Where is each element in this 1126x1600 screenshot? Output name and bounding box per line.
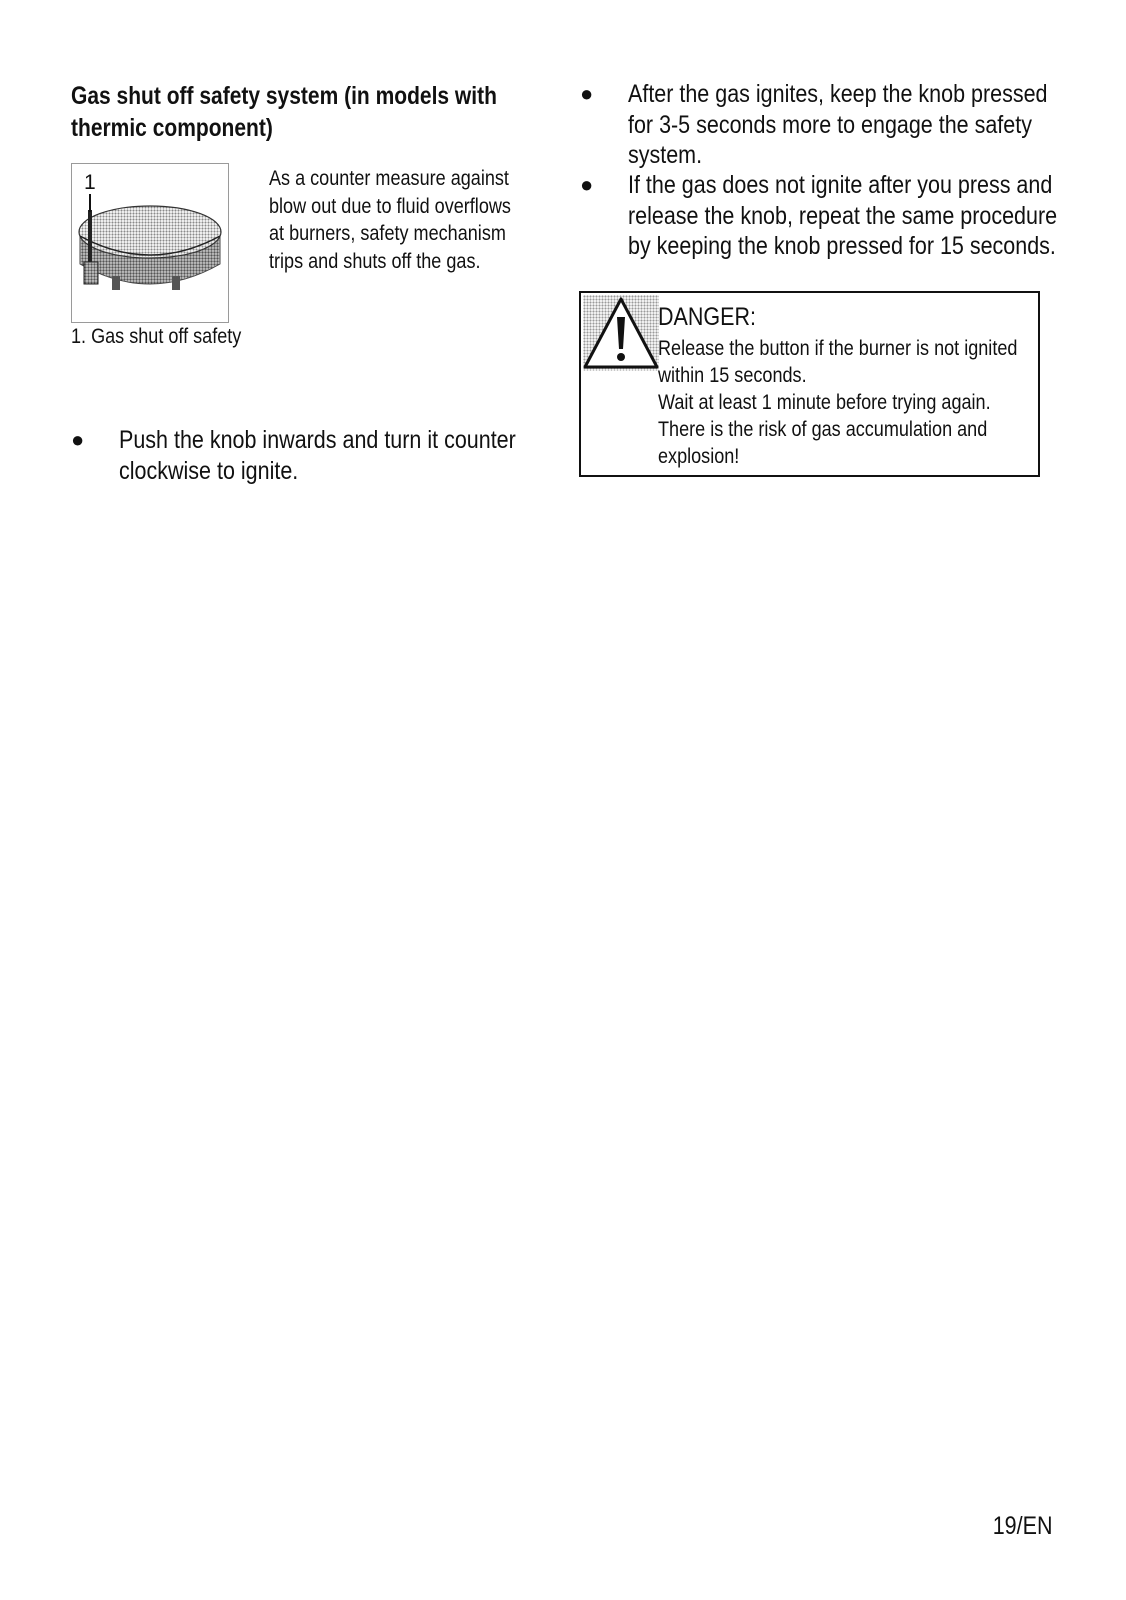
danger-text [658, 335, 1036, 470]
bullet-icon: ● [580, 81, 594, 106]
list-item-text: After the gas ignites, keep the knob pressed for 3-5 seconds more to engage the safety system. [628, 80, 1048, 169]
figure-number: 1 [84, 171, 96, 194]
section-heading: Gas shut off safety system (in models with thermic component) [71, 82, 497, 142]
danger-title: DANGER: [658, 303, 756, 331]
danger-notice [579, 291, 1040, 477]
danger-line: There is the risk of gas accumulation and explosion! [658, 418, 988, 468]
list-item-text: If the gas does not ignite after you press and release the knob, repeat the same procedure by keeping the knob pressed for 15 seconds. [628, 171, 1058, 260]
list-item [580, 170, 1080, 290]
danger-line: Release the button if the burner is not ignited within 15 seconds. [658, 337, 1018, 387]
warning-triangle-icon [583, 295, 659, 371]
list-item-text: Push the knob inwards and turn it counter clockwise to ignite. [119, 426, 516, 485]
figure-description: As a counter measure against blow out due to fluid overflows at burners, safety mechanism trips and shuts off the gas. [269, 167, 511, 273]
burner-figure [71, 163, 229, 323]
bullet-icon: ● [71, 427, 85, 452]
list-item [580, 79, 1080, 171]
figure-caption: 1. Gas shut off safety [71, 325, 242, 348]
bullet-icon: ● [580, 172, 594, 197]
danger-line: Wait at least 1 minute before trying again. [658, 391, 991, 414]
list-item [71, 425, 591, 495]
page-number: 19/EN [992, 1512, 1052, 1540]
